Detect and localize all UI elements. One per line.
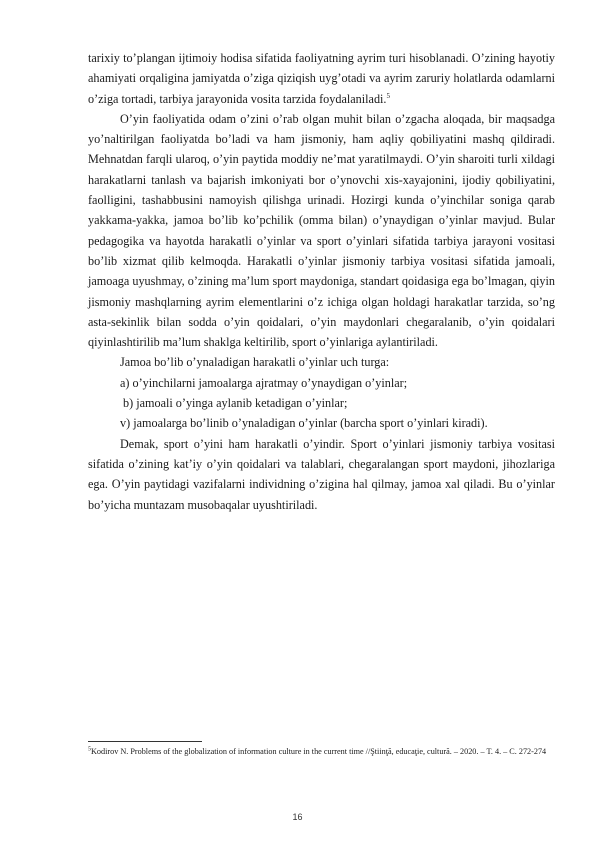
list-item: a) o’yinchilarni jamoalarga ajratmay o’ynaydigan o’yinlar;: [120, 375, 408, 390]
footnote-reference[interactable]: 5: [386, 91, 390, 100]
footnote: [88, 745, 555, 759]
paragraph-1-text: tarixiy to’plangan ijtimoiy hodisa sifatida faoliyatning ayrim turi hisoblanadi. O’zining hayotiy ahamiyati orqaligina jamiyatda o’ziga qiziqish uyg’otadi va ayrim zaruriy holatlarda odamlarni o’ziga tortadi, tarbiya jarayonida vosita tarzida foydalaniladi.: [88, 51, 555, 106]
paragraph-4: Demak, sport o’yini ham harakatli o’yindir. Sport o’yinlari jismoniy tarbiya vositasi sifatida o’zining kat’iy o’yin qoidalari va talablari, chegaralangan sport maydoni, jihozlariga ega. O’yin paytidagi vazifalarni individning o’zigina hal qilmay, jamoa xal qiladi. Bu o’yinlar bo’yicha muntazam musobaqalar uyushtiriladi.: [88, 436, 555, 512]
page-number: 16: [292, 812, 303, 822]
footnote-divider: [88, 741, 202, 742]
paragraph-2: O’yin faoliyatida odam o’zini o’rab olgan muhit bilan o’zgacha aloqada, bir maqsadga yo’naltirilgan faoliyatda bo’ladi va ham jismoniy, ham aqliy qobiliyatini mashq qildiradi. Mehnatdan farqli ularoq, o’yin paytida moddiy ne’mat yaratilmaydi. O’yin sharoiti turli xildagi harakatlarni tanlash va bajarish imkoniyati bor o’ynovchi xis-xayajonini, ijodiy qobiliyatini, faolligini, tashabbusini namoyish qilishga urinadi. Hozirgi kunda o’yinchilar soniga qarab yakkama-yakka, jamoa bo’lib ko’pchilik (omma bilan) o’ynaydigan o’yinlar mavjud. Bular pedagogika va hayotda harakatli o’yinlar va sport o’yinlari sifatida tarbiya jarayoni vositasi bo’lib xizmat qilib kelmoqda. Harakatli o’yinlar jismoniy tarbiya vositasi sifatida jamoali, jamoaga uyushmay, o’zining ma’lum sport maydoniga, standart qoidasiga ega bo’lmagan, qiyin jismoniy mashqlarning ayrim elementlarini o’z ichiga olgan holdagi harakatlar tarzida, so’ng asta-sekinlik bilan sodda o’yin qoidalari, o’yin maydonlari chegaralanib, o’yin qoidalari qiyinlashtirilib ma’lum shaklga keltirilib, sport o’yinlariga aylantiriladi.: [88, 111, 555, 350]
list-item: v) jamoalarga bo’linib o’ynaladigan o’yinlar (barcha sport o’yinlari kiradi).: [120, 416, 488, 431]
footnote-text: Kodirov N. Problems of the globalization of information culture in the current time //Ştiinţă, educaţie, cultură. – 2020. – T. 4. – С. 272-274: [91, 747, 547, 756]
paragraph-1: [88, 48, 555, 109]
list-intro: Jamoa bo’lib o’ynaladigan harakatli o’yinlar uch turga:: [120, 355, 390, 370]
list-item: b) jamoali o’yinga aylanib ketadigan o’yinlar;: [123, 396, 348, 411]
footnote-marker: 5: [88, 746, 91, 753]
page-body: [88, 48, 555, 515]
